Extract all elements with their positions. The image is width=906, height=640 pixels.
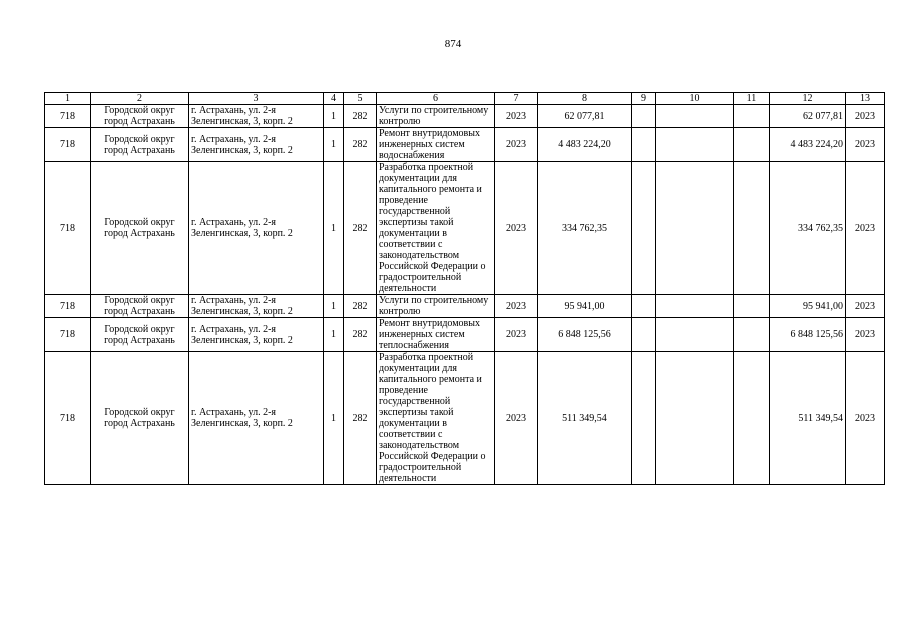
cell-col5: 282: [344, 352, 377, 485]
total-cost: 511 349,54: [770, 352, 846, 485]
address: г. Астрахань, ул. 2-я Зеленгинская, 3, корп. 2: [189, 318, 324, 352]
completion-year: 2023: [846, 162, 885, 295]
row-number: 718: [45, 295, 91, 318]
municipality: Городской округ город Астрахань: [91, 295, 189, 318]
table-row: [45, 295, 885, 318]
year: 2023: [495, 105, 538, 128]
cell-col9: [632, 105, 656, 128]
municipality: Городской округ город Астрахань: [91, 352, 189, 485]
cell-col11: [734, 162, 770, 295]
header-row: [45, 93, 885, 105]
completion-year: 2023: [846, 105, 885, 128]
cell-col11: [734, 295, 770, 318]
cell-col10: [656, 318, 734, 352]
municipality: Городской округ город Астрахань: [91, 105, 189, 128]
cell-col11: [734, 128, 770, 162]
cell-col4: 1: [324, 318, 344, 352]
cell-col5: 282: [344, 162, 377, 295]
cost: 6 848 125,56: [538, 318, 632, 352]
total-cost: 6 848 125,56: [770, 318, 846, 352]
row-number: 718: [45, 318, 91, 352]
work-type: Разработка проектной документации для капитального ремонта и проведение государственной экспертизы такой документации в соответствии с законодательством Российской Федерации о градостроительной деятельности: [377, 162, 495, 295]
row-number: 718: [45, 162, 91, 295]
completion-year: 2023: [846, 128, 885, 162]
column-header: 2: [91, 93, 189, 105]
cost: 95 941,00: [538, 295, 632, 318]
work-type: Ремонт внутридомовых инженерных систем водоснабжения: [377, 128, 495, 162]
work-type: Услуги по строительному контролю: [377, 295, 495, 318]
cell-col10: [656, 295, 734, 318]
row-number: 718: [45, 128, 91, 162]
total-cost: 95 941,00: [770, 295, 846, 318]
column-header: 1: [45, 93, 91, 105]
column-header: 4: [324, 93, 344, 105]
year: 2023: [495, 162, 538, 295]
cell-col4: 1: [324, 162, 344, 295]
municipality: Городской округ город Астрахань: [91, 128, 189, 162]
page-number: 874: [444, 38, 462, 50]
completion-year: 2023: [846, 352, 885, 485]
work-type: Услуги по строительному контролю: [377, 105, 495, 128]
cell-col4: 1: [324, 352, 344, 485]
address: г. Астрахань, ул. 2-я Зеленгинская, 3, корп. 2: [189, 128, 324, 162]
cell-col10: [656, 105, 734, 128]
cell-col11: [734, 105, 770, 128]
address: г. Астрахань, ул. 2-я Зеленгинская, 3, корп. 2: [189, 162, 324, 295]
registry-table: [44, 92, 885, 485]
column-header: 6: [377, 93, 495, 105]
cell-col9: [632, 162, 656, 295]
municipality: Городской округ город Астрахань: [91, 162, 189, 295]
column-header: 10: [656, 93, 734, 105]
cell-col9: [632, 128, 656, 162]
cell-col9: [632, 352, 656, 485]
column-header: 3: [189, 93, 324, 105]
column-header: 9: [632, 93, 656, 105]
table-row: [45, 128, 885, 162]
cell-col5: 282: [344, 318, 377, 352]
cell-col5: 282: [344, 295, 377, 318]
cell-col4: 1: [324, 295, 344, 318]
total-cost: 4 483 224,20: [770, 128, 846, 162]
year: 2023: [495, 128, 538, 162]
address: г. Астрахань, ул. 2-я Зеленгинская, 3, корп. 2: [189, 105, 324, 128]
table-row: [45, 318, 885, 352]
cell-col4: 1: [324, 105, 344, 128]
column-header: 11: [734, 93, 770, 105]
column-header: 8: [538, 93, 632, 105]
cell-col10: [656, 162, 734, 295]
table-row: [45, 162, 885, 295]
total-cost: 334 762,35: [770, 162, 846, 295]
cell-col5: 282: [344, 128, 377, 162]
municipality: Городской округ город Астрахань: [91, 318, 189, 352]
year: 2023: [495, 352, 538, 485]
column-header: 12: [770, 93, 846, 105]
total-cost: 62 077,81: [770, 105, 846, 128]
row-number: 718: [45, 352, 91, 485]
cell-col10: [656, 128, 734, 162]
table-row: [45, 352, 885, 485]
address: г. Астрахань, ул. 2-я Зеленгинская, 3, корп. 2: [189, 295, 324, 318]
cost: 4 483 224,20: [538, 128, 632, 162]
cost: 334 762,35: [538, 162, 632, 295]
column-header: 5: [344, 93, 377, 105]
address: г. Астрахань, ул. 2-я Зеленгинская, 3, корп. 2: [189, 352, 324, 485]
cell-col9: [632, 318, 656, 352]
completion-year: 2023: [846, 295, 885, 318]
work-type: Ремонт внутридомовых инженерных систем теплоснабжения: [377, 318, 495, 352]
column-header: 7: [495, 93, 538, 105]
row-number: 718: [45, 105, 91, 128]
cell-col10: [656, 352, 734, 485]
cost: 62 077,81: [538, 105, 632, 128]
work-type: Разработка проектной документации для капитального ремонта и проведение государственной экспертизы такой документации в соответствии с законодательством Российской Федерации о градостроительной деятельности: [377, 352, 495, 485]
column-header: 13: [846, 93, 885, 105]
cell-col11: [734, 318, 770, 352]
year: 2023: [495, 318, 538, 352]
cell-col4: 1: [324, 128, 344, 162]
cell-col11: [734, 352, 770, 485]
table-row: [45, 105, 885, 128]
year: 2023: [495, 295, 538, 318]
cell-col9: [632, 295, 656, 318]
cell-col5: 282: [344, 105, 377, 128]
cost: 511 349,54: [538, 352, 632, 485]
completion-year: 2023: [846, 318, 885, 352]
